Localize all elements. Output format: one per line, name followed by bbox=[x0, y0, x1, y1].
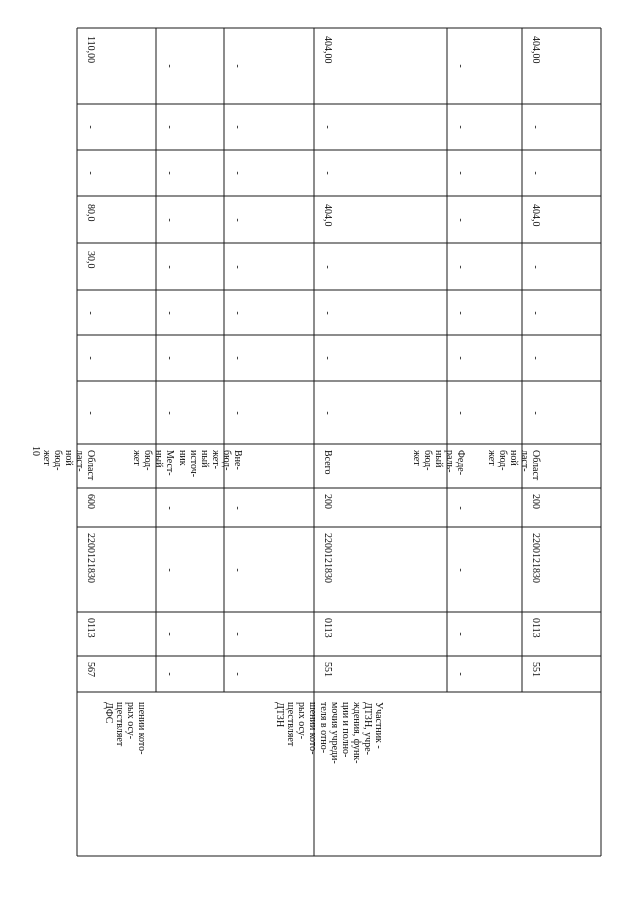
value-cell: 404,00 bbox=[322, 36, 333, 64]
funding-source-cell: Вне- бюд- жет- ный источ- ник bbox=[177, 450, 243, 478]
section-code-cell: 0113 bbox=[530, 618, 541, 638]
value-cell: - bbox=[530, 171, 541, 175]
value-cell: - bbox=[164, 264, 175, 269]
target-article-cell: 2200121830 bbox=[85, 533, 96, 583]
expense-type-cell: - bbox=[164, 505, 175, 510]
target-article-cell: - bbox=[455, 567, 466, 572]
admin-code-cell: 551 bbox=[530, 662, 541, 677]
value-cell: - bbox=[232, 310, 243, 315]
target-article-cell: - bbox=[232, 567, 243, 572]
value-cell: - bbox=[85, 310, 96, 315]
value-cell: - bbox=[455, 410, 466, 415]
section-code-cell: - bbox=[164, 632, 175, 636]
admin-code-cell: - bbox=[455, 672, 466, 676]
expense-type-cell: - bbox=[455, 505, 466, 510]
value-cell: 404,00 bbox=[530, 36, 541, 64]
value-cell: - bbox=[455, 356, 466, 360]
value-cell: - bbox=[322, 125, 333, 129]
value-cell: 404,0 bbox=[322, 204, 333, 227]
value-cell: - bbox=[164, 310, 175, 315]
value-cell: 110,00 bbox=[85, 36, 96, 64]
value-cell: - bbox=[455, 171, 466, 175]
value-cell: - bbox=[164, 410, 175, 415]
expense-type-cell: 200 bbox=[530, 494, 541, 509]
value-cell: - bbox=[530, 356, 541, 360]
value-cell: 30,0 bbox=[85, 251, 96, 269]
value-cell: - bbox=[322, 264, 333, 269]
value-cell: - bbox=[164, 217, 175, 222]
admin-code-cell: 567 bbox=[85, 662, 96, 677]
admin-code-cell: - bbox=[232, 672, 243, 676]
admin-code-cell: - bbox=[164, 672, 175, 676]
section-code-cell: 0113 bbox=[85, 618, 96, 638]
value-cell: - bbox=[322, 356, 333, 360]
funding-source-cell: Всего bbox=[322, 450, 333, 475]
page-number: 10 bbox=[30, 446, 41, 456]
value-cell: 404,0 bbox=[530, 204, 541, 227]
value-cell: - bbox=[455, 310, 466, 315]
funding-source-cell: Област ласт- ной бюд- жет bbox=[41, 450, 96, 481]
section-code-cell: - bbox=[455, 632, 466, 636]
value-cell: - bbox=[232, 356, 243, 360]
value-cell: - bbox=[232, 171, 243, 175]
target-article-cell: - bbox=[164, 567, 175, 572]
expense-type-cell: 600 bbox=[85, 494, 96, 509]
value-cell: - bbox=[232, 125, 243, 129]
value-cell: - bbox=[455, 125, 466, 129]
section-code-cell: - bbox=[232, 632, 243, 636]
value-cell: - bbox=[232, 64, 243, 68]
value-cell: - bbox=[85, 125, 96, 129]
value-cell: - bbox=[164, 171, 175, 175]
expense-type-cell: - bbox=[232, 505, 243, 510]
value-cell: - bbox=[232, 217, 243, 222]
expense-type-cell: 200 bbox=[322, 494, 333, 509]
value-cell: - bbox=[322, 410, 333, 415]
funding-source-cell: Феде- раль- ный бюд- жет bbox=[411, 450, 466, 476]
value-cell: - bbox=[85, 356, 96, 360]
value-cell: - bbox=[164, 64, 175, 68]
value-cell: - bbox=[530, 125, 541, 129]
value-cell: - bbox=[164, 356, 175, 360]
value-cell: - bbox=[530, 310, 541, 315]
value-cell: - bbox=[322, 171, 333, 175]
value-cell: - bbox=[85, 410, 96, 415]
value-cell: - bbox=[455, 64, 466, 68]
block-description: шении кото- рых осу- ществляет ДФС bbox=[103, 702, 147, 755]
value-cell: - bbox=[232, 264, 243, 269]
value-cell: - bbox=[85, 171, 96, 175]
value-cell: 80,0 bbox=[85, 204, 96, 222]
value-cell: - bbox=[455, 217, 466, 222]
value-cell: - bbox=[530, 264, 541, 269]
section-code-cell: 0113 bbox=[322, 618, 333, 638]
block-description: Участник - ДТЗН, учре- ждения, функ- ции и полно- мочия учреди- теля в отно- шении кото- рых осу- ществляет ДТЗН bbox=[274, 702, 384, 764]
value-cell: - bbox=[455, 264, 466, 269]
target-article-cell: 2200121830 bbox=[322, 533, 333, 583]
funding-source-cell: Мест- ный бюд- жет bbox=[131, 450, 175, 476]
value-cell: - bbox=[322, 310, 333, 315]
admin-code-cell: 551 bbox=[322, 662, 333, 677]
value-cell: - bbox=[232, 410, 243, 415]
value-cell: - bbox=[530, 410, 541, 415]
target-article-cell: 2200121830 bbox=[530, 533, 541, 583]
value-cell: - bbox=[164, 125, 175, 129]
funding-source-cell: Област ласт- ной бюд- жет bbox=[486, 450, 541, 481]
